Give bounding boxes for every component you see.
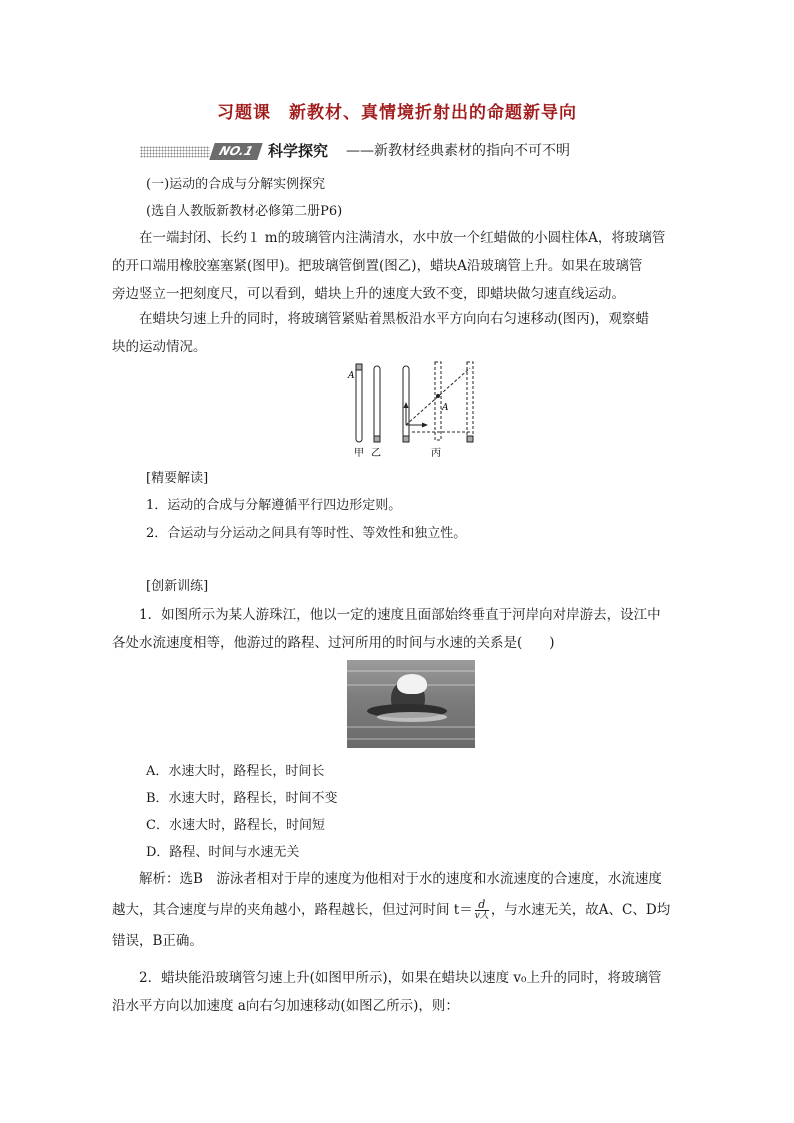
label-a: A bbox=[348, 371, 355, 381]
paragraph-1-line: 在一端封闭、长约１ m的玻璃管内注满清水，水中放一个红蜡做的小圆柱体A，将玻璃管 bbox=[139, 230, 666, 246]
question-1-line: 各处水流速度相等，他游过的路程、过河所用的时间与水速的关系是( ) bbox=[112, 635, 555, 651]
question-2 bbox=[112, 964, 684, 1020]
paragraph-1-line: 的开口端用橡胶塞塞紧(图甲)。把玻璃管倒置(图乙)，蜡块A沿玻璃管上升。如果在玻璃管 bbox=[112, 258, 643, 274]
analysis-line: 解析：选B 游泳者相对于岸的速度为他相对于水的速度和水流速度的合速度，水流速度 bbox=[139, 871, 662, 887]
glass-tube-figure bbox=[340, 360, 480, 460]
label-a-bing: A bbox=[442, 403, 449, 413]
tube-bing-right bbox=[467, 362, 473, 440]
stopper-bing-right bbox=[467, 436, 473, 442]
question-1-line: 1．如图所示为某人游珠江，他以一定的速度且面部始终垂直于河岸向对岸游去，设江中 bbox=[139, 607, 661, 623]
analysis-line: 错误，B正确。 bbox=[112, 933, 203, 949]
option-a: A．水速大时，路程长，时间长 bbox=[146, 764, 325, 779]
interpretation-heading: [精要解读] bbox=[146, 471, 209, 486]
training-heading: [创新训练] bbox=[146, 579, 209, 594]
question-1 bbox=[112, 601, 684, 657]
stopper-yi bbox=[374, 436, 380, 442]
stopper-bing-left bbox=[403, 436, 409, 442]
question-2-line: 2．蜡块能沿玻璃管匀速上升(如图甲所示)，如果在蜡块以速度 v₀上升的同时，将玻璃管 bbox=[139, 970, 662, 986]
fraction-numerator: d bbox=[475, 899, 489, 911]
tube-bing-middle bbox=[435, 362, 441, 440]
tube-yi bbox=[374, 366, 380, 442]
fraction-denominator: v人 bbox=[474, 911, 489, 921]
swimmer-photo bbox=[347, 660, 475, 748]
stopper-jia bbox=[356, 364, 362, 370]
label-yi: 乙 bbox=[371, 448, 381, 459]
banner-heading: 科学探究 bbox=[268, 142, 329, 160]
paragraph-2-line: 块的运动情况。 bbox=[112, 339, 207, 355]
paragraph-2-line: 在蜡块匀速上升的同时，将玻璃管紧贴着黑板沿水平方向向右匀速移动(图丙)，观察蜡 bbox=[139, 311, 650, 327]
arrowhead-right bbox=[422, 423, 428, 428]
interpretation-item: 1．运动的合成与分解遵循平行四边形定则。 bbox=[146, 498, 402, 513]
section-banner bbox=[140, 141, 660, 163]
option-c: C．水速大时，路程长，时间短 bbox=[146, 818, 325, 833]
label-jia: 甲 bbox=[354, 448, 364, 459]
section-heading: (一)运动的合成与分解实例探究 bbox=[146, 177, 326, 192]
time-fraction bbox=[475, 899, 489, 922]
source-note: (选自人教版新教材必修第二册P6) bbox=[146, 204, 343, 219]
paragraph-1-line: 旁边竖立一把刻度尺，可以看到，蜡块上升的速度大致不变，即蜡块做匀速直线运动。 bbox=[112, 286, 625, 302]
analysis bbox=[112, 865, 684, 955]
banner-subheading: ——新教材经典素材的指向不可不明 bbox=[346, 143, 570, 159]
interpretation-item: 2．合运动与分运动之间具有等时性、等效性和独立性。 bbox=[146, 526, 467, 541]
label-bing: 丙 bbox=[431, 448, 441, 459]
analysis-text: ，与水速无关，故A、C、D均 bbox=[490, 902, 671, 918]
wax-block-point bbox=[436, 394, 440, 398]
arrowhead-up bbox=[404, 402, 409, 408]
tube-jia bbox=[356, 366, 362, 442]
option-b: B．水速大时，路程长，时间不变 bbox=[146, 791, 338, 806]
option-d: D．路程、时间与水速无关 bbox=[146, 845, 300, 860]
banner-dots-decoration bbox=[140, 146, 210, 158]
page-title: 习题课 新教材、真情境折射出的命题新导向 bbox=[217, 103, 577, 123]
analysis-text: 越大，其合速度与岸的夹角越小，路程越长，但过河时间 t＝ bbox=[112, 902, 473, 918]
question-2-line: 沿水平方向以加速度 a向右匀加速移动(如图乙所示)，则： bbox=[112, 998, 459, 1014]
banner-tag: NO.1 bbox=[209, 143, 263, 160]
paragraph-1 bbox=[112, 224, 684, 308]
analysis-line bbox=[112, 893, 684, 927]
paragraph-2 bbox=[112, 305, 684, 361]
